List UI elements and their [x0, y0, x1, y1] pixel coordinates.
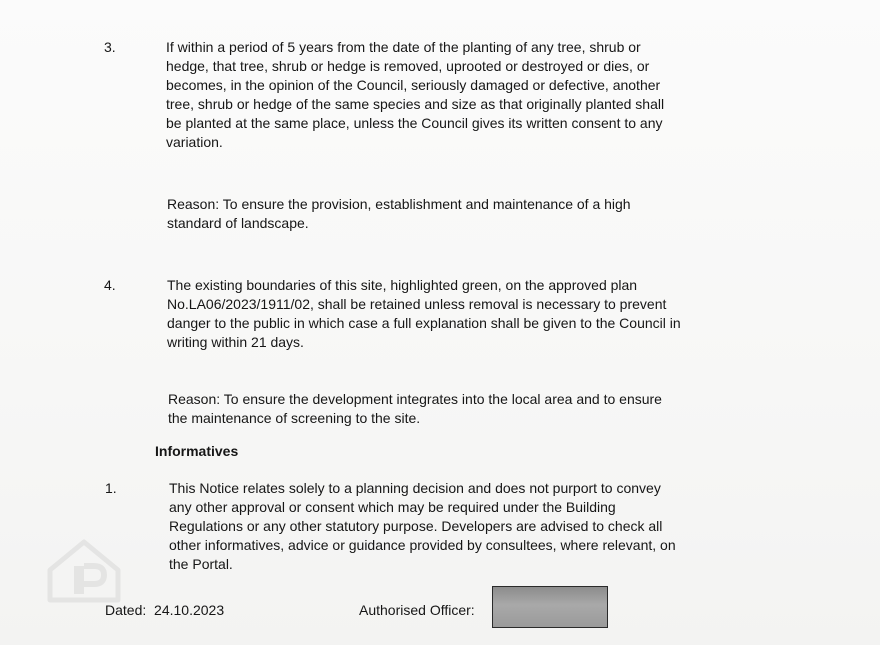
- reason-line: the maintenance of screening to the site.: [168, 410, 421, 426]
- condition-3-line: tree, shrub or hedge of the same species and size as that originally planted shall: [166, 96, 665, 112]
- condition-4-reason: [168, 390, 788, 428]
- condition-3-number: 3.: [104, 39, 116, 55]
- condition-3-line: becomes, in the opinion of the Council, seriously damaged or defective, another: [166, 77, 661, 93]
- informative-1-text: [169, 479, 809, 574]
- dated-value: 24.10.2023: [154, 602, 225, 618]
- condition-3-text: [166, 38, 766, 152]
- condition-3-line: be planted at the same place, unless the Council gives its written consent to any: [166, 115, 663, 131]
- condition-4-line: danger to the public in which case a full explanation shall be given to the Council in: [167, 315, 681, 331]
- condition-4-line: The existing boundaries of this site, highlighted green, on the approved plan: [167, 277, 638, 293]
- reason-line: standard of landscape.: [167, 215, 309, 231]
- informatives-heading: Informatives: [155, 443, 239, 459]
- condition-4-number: 4.: [104, 277, 116, 293]
- informative-line: other informatives, advice or guidance provided by consultees, where relevant, on: [169, 537, 676, 553]
- informative-line: Regulations or any other statutory purpose. Developers are advised to check all: [169, 518, 663, 534]
- dated-label: Dated:: [105, 602, 147, 618]
- reason-line: Reason: To ensure the development integrates into the local area and to ensure: [168, 391, 662, 407]
- condition-4-line: No.LA06/2023/1911/02, shall be retained unless removal is necessary to prevent: [167, 296, 667, 312]
- authorised-officer-label: Authorised Officer:: [359, 602, 475, 618]
- informative-line: This Notice relates solely to a planning decision and does not purport to convey: [169, 480, 661, 496]
- informative-line: the Portal.: [169, 556, 233, 572]
- condition-3-reason: [167, 195, 767, 233]
- property-watermark-icon: [44, 536, 124, 606]
- dated-field: [105, 601, 224, 620]
- informative-1-number: 1.: [105, 480, 117, 496]
- condition-3-line: If within a period of 5 years from the date of the planting of any tree, shrub or: [166, 39, 641, 55]
- informative-line: any other approval or consent which may be required under the Building: [169, 499, 616, 515]
- condition-4-text: [167, 276, 807, 352]
- redacted-signature-box: [492, 586, 608, 628]
- condition-3-line: hedge, that tree, shrub or hedge is removed, uprooted or destroyed or dies, or: [166, 58, 650, 74]
- condition-3-line: variation.: [166, 134, 223, 150]
- condition-4-line: writing within 21 days.: [167, 334, 304, 350]
- reason-line: Reason: To ensure the provision, establishment and maintenance of a high: [167, 196, 631, 212]
